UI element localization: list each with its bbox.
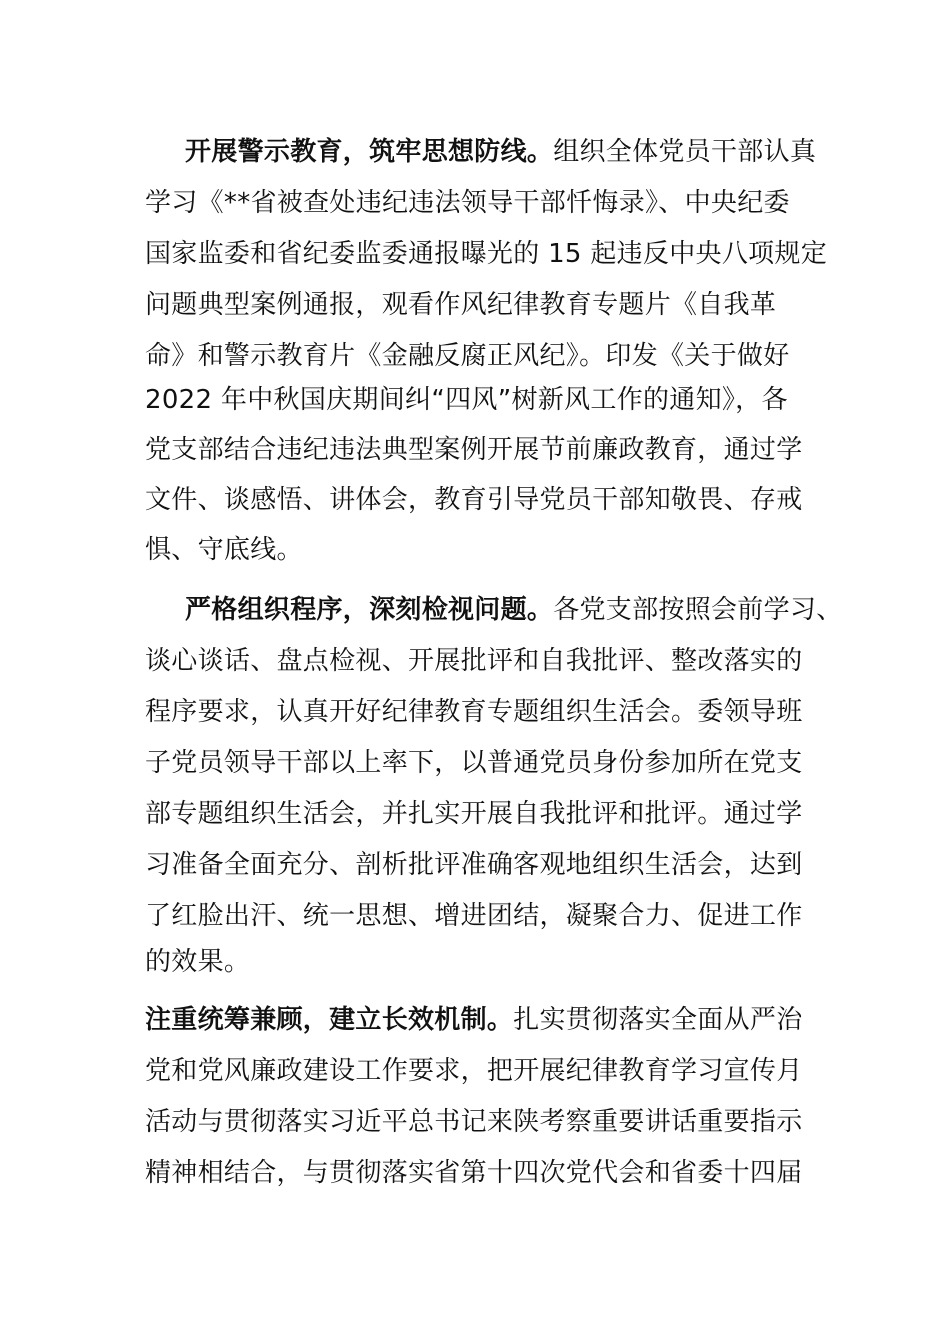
paragraph-3-line-4: 精神相结合，与贯彻落实省第十四次党代会和省委十四届	[145, 1158, 803, 1188]
paragraph-1-line-3: 国家监委和省纪委监委通报曝光的 15 起违反中央八项规定	[145, 239, 828, 269]
paragraph-2-line-1	[185, 593, 843, 627]
paragraph-3-text: 扎实贯彻落实全面从严治	[513, 1005, 803, 1035]
paragraph-1-line-1	[185, 135, 816, 169]
paragraph-2-line-3: 程序要求，认真开好纪律教育专题组织生活会。委领导班	[145, 697, 803, 727]
paragraph-3-line-2: 党和党风廉政建设工作要求，把开展纪律教育学习宣传月	[145, 1056, 803, 1086]
paragraph-2-heading: 严格组织程序，深刻检视问题。	[185, 595, 554, 625]
paragraph-3-heading: 注重统筹兼顾，建立长效机制。	[145, 1005, 514, 1035]
paragraph-1-heading: 开展警示教育，筑牢思想防线。	[185, 137, 554, 167]
paragraph-1-line-5: 命》和警示教育片《金融反腐正风纪》。印发《关于做好	[145, 341, 790, 371]
paragraph-2-line-6: 习准备全面充分、剖析批评准确客观地组织生活会，达到	[145, 850, 803, 880]
paragraph-1-line-6: 2022 年中秋国庆期间纠“四风”树新风工作的通知》，各	[145, 385, 788, 415]
paragraph-2-line-5: 部专题组织生活会，并扎实开展自我批评和批评。通过学	[145, 799, 803, 829]
paragraph-3-line-1	[145, 1003, 803, 1037]
paragraph-1-line-8: 文件、谈感悟、讲体会，教育引导党员干部知敬畏、存戒	[145, 485, 803, 515]
paragraph-1-line-4: 问题典型案例通报，观看作风纪律教育专题片《自我革	[145, 290, 777, 320]
paragraph-1-line-7: 党支部结合违纪违法典型案例开展节前廉政教育，通过学	[145, 435, 803, 465]
paragraph-1-line-2: 学习《**省被查处违纪违法领导干部忏悔录》、中央纪委	[145, 188, 790, 218]
paragraph-2-line-7: 了红脸出汗、统一思想、增进团结，凝聚合力、促进工作	[145, 901, 803, 931]
paragraph-3-line-3: 活动与贯彻落实习近平总书记来陕考察重要讲话重要指示	[145, 1107, 803, 1137]
paragraph-2-line-8: 的效果。	[145, 947, 251, 977]
paragraph-2-line-2: 谈心谈话、盘点检视、开展批评和自我批评、整改落实的	[145, 646, 803, 676]
paragraph-1-text: 组织全体党员干部认真	[553, 137, 817, 167]
paragraph-2-text: 各党支部按照会前学习、	[553, 595, 843, 625]
paragraph-2-line-4: 子党员领导干部以上率下，以普通党员身份参加所在党支	[145, 748, 803, 778]
paragraph-1-line-9: 惧、守底线。	[145, 535, 303, 565]
